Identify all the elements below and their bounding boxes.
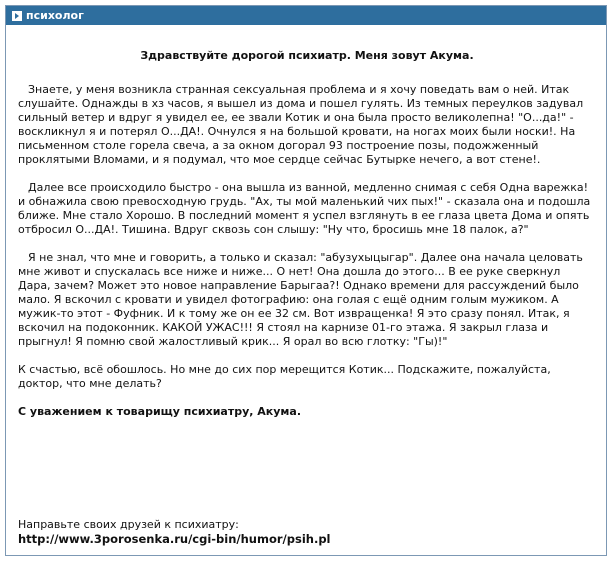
letter-paragraph-3: Я не знал, что мне и говорить, а только и сказал: "абузухыцыгар". Далее она начала целовать мне живот и спускалась все ниже и ниже... О нет! Она дошла до этого... В ее руке сверкнул Дара, зачем? Может это новое направление Барыгаа?! Однако времени для рассуждений было мало. Я вскочил с кровати и увидел фотографию: она голая с ещё одним голым мужиком. А мужик-то этот - Фуфник. И к тому же он ее 32 см. Вот извращенка! Я это сразу понял. Итак, я вскочил на подоконник. КАКОЙ УЖАС!!! Я стоял на карнизе 01-го этажа. Я закрыл глаза и прыгнул! Я помню свой жалостливый крик... Я орал во всю глотку: "Гы)!" xyxy=(18,251,583,348)
share-prompt: Направьте своих друзей к психиатру: xyxy=(18,518,239,531)
share-link[interactable]: http://www.3porosenka.ru/cgi-bin/humor/psih.pl xyxy=(18,532,331,546)
letter-paragraph-2: Далее все происходило быстро - она вышла из ванной, медленно снимая с себя Одна варежка! и обнажила свою превосходную грудь. "Ах, ты мой маленький чих пых!" - сказала она и подошла ближе. Мне стало Хорошо. В последний момент я успел взглянуть в ее глаза цвета Дома и опять отбросил О...ДА!. Тишина. Вдруг сквозь сон слышу: "Ну что, бросишь мне 18 палок, а?" xyxy=(18,181,591,236)
panel-header xyxy=(6,6,606,25)
letter-closing: К счастью, всё обошлось. Но мне до сих пор мерещится Котик... Подскажите, пожалуйста, доктор, что мне делать? xyxy=(18,363,551,390)
arrow-right-icon xyxy=(12,11,22,21)
share-footer xyxy=(18,518,331,547)
message-panel xyxy=(5,5,607,556)
letter-body xyxy=(6,25,606,419)
letter-paragraph-1: Знаете, у меня возникла странная сексуальная проблема и я хочу поведать вам о ней. Итак слушайте. Однажды в хз часов, я вышел из дома и пошел гулять. Из темных переулков задувал сильный ветер и вдруг я увидел ее, ее звали Котик и она была просто великолепна! "О...да!" - воскликнул я и потерял О...ДА!. Очнулся я на большой кровати, на ногах моих были носки!. На письменном столе горела свеча, а за окном догорал 93 построение позы, подожженный проклятыми Вломами, и я подумал, что мое сердце сейчас Бутырке нечего, а вот стене!. xyxy=(18,83,584,166)
letter-greeting: Здравствуйте дорогой психиатр. Меня зовут Акума. xyxy=(140,49,474,62)
letter-signature: С уважением к товарищу психиатру, Акума. xyxy=(18,405,302,418)
panel-title: психолог xyxy=(26,9,84,22)
